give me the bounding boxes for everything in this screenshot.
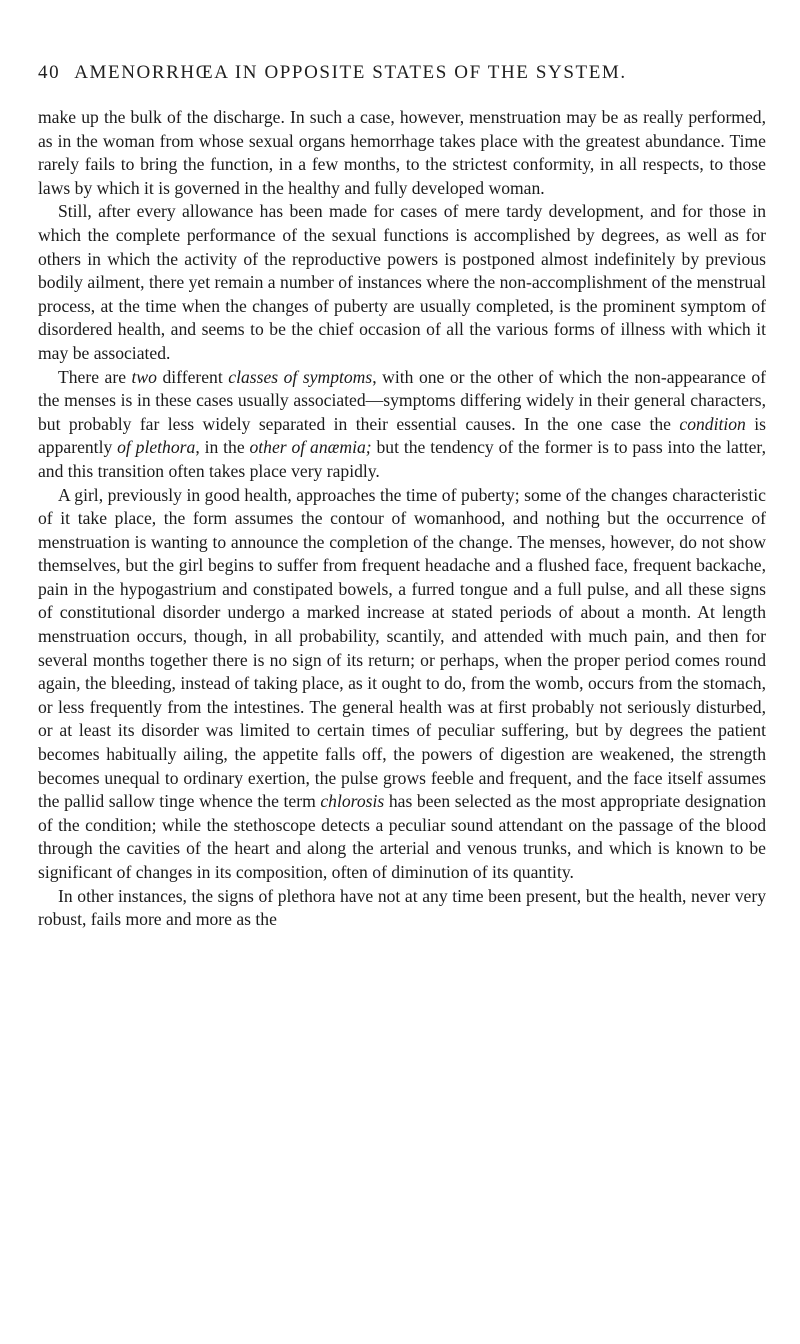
running-title: AMENORRHŒA IN OPPOSITE STATES OF THE SYSTEM.	[74, 62, 627, 83]
italic-text: two	[131, 366, 157, 387]
italic-text: classes of symptoms	[228, 366, 373, 387]
text-run: Still, after every allowance has been made for cases of mere tardy development, and for those in which the complete performance of the sexual functions is accomplished by degrees, as well as for others in which the activity of the reproductive powers is postponed almost indefinitely by previous bodily ailment, there yet remain a number of instances where the non-accomplishment of the menstrual process, at the time when the changes of puberty are usually completed, is the prominent symptom of disordered health, and seems to be the chief occasion of all the various forms of illness with which it may be associated.	[38, 201, 766, 363]
text-run: , with one or the other of which the non-appearance of the menses is in these cases usually associated—symptoms differing widely in their general characters, but probably far less widely separated in their essential causes. In the one case the	[38, 366, 766, 434]
italic-text: other of anæmia;	[249, 437, 372, 458]
text-run: There are	[58, 366, 132, 387]
paragraph	[38, 484, 766, 885]
text-run: A girl, previously in good health, approaches the time of puberty; some of the changes characteristic of it take place, the form assumes the contour of womanhood, and nothing but the occurrence of menstruation is wanting to announce the completion of the change. The menses, however, do not show themselves, but the girl begins to suffer from frequent headache and a flushed face, frequent backache, pain in the hypogastrium and constipated bowels, a furred tongue and a full pulse, and all these signs of constitutional disorder undergo a marked increase at stated periods of about a month. At length menstruation occurs, though, in all probability, scantily, and attended with much pain, and then for several months together there is no sign of its return; or perhaps, when the proper period comes round again, the bleeding, instead of taking place, as it ought to do, from the womb, occurs from the stomach, or less frequently from the intestines. The general health was at first probably not seriously disturbed, or at least its disorder was limited to certain times of peculiar suffering, but by degrees the patient becomes habitually ailing, the appetite falls off, the powers of digestion are weakened, the strength becomes unequal to ordinary exertion, the pulse grows feeble and frequent, and the face itself assumes the pallid sallow tinge whence the term	[38, 484, 766, 812]
text-run: In other instances, the signs of plethora have not at any time been present, but the health, never very robust, fails more and more as the	[38, 885, 766, 930]
page-number: 40	[38, 62, 61, 83]
body-text	[38, 106, 766, 932]
italic-text: condition	[679, 413, 746, 434]
text-run: has been selected as the most appropriate designation of the condition; while the stethoscope detects a peculiar sound attendant on the passage of the blood through the cavities of the heart and along the arterial and venous trunks, and which is known to be significant of changes in its composition, often of diminution of its quantity.	[38, 791, 766, 882]
book-page	[38, 62, 766, 932]
text-run: is apparently	[38, 413, 766, 458]
text-run: , in the	[195, 437, 250, 458]
paragraph	[38, 200, 766, 365]
italic-text: chlorosis	[320, 791, 385, 812]
text-run: but the tendency of the former is to pass into the latter, and this transition often takes place very rapidly.	[38, 437, 766, 481]
running-head	[38, 62, 766, 106]
paragraph	[38, 106, 766, 200]
text-run: different	[156, 366, 229, 387]
italic-text: of plethora	[117, 437, 196, 458]
paragraph	[38, 366, 766, 484]
paragraph	[38, 885, 766, 932]
text-run: make up the bulk of the discharge. In such a case, however, menstruation may be as really performed, as in the woman from whose sexual organs hemorrhage takes place with the greatest abundance. Time rarely fails to bring the function, in a few months, to the strictest conformity, in all respects, to those laws by which it is governed in the healthy and fully developed woman.	[38, 107, 766, 198]
